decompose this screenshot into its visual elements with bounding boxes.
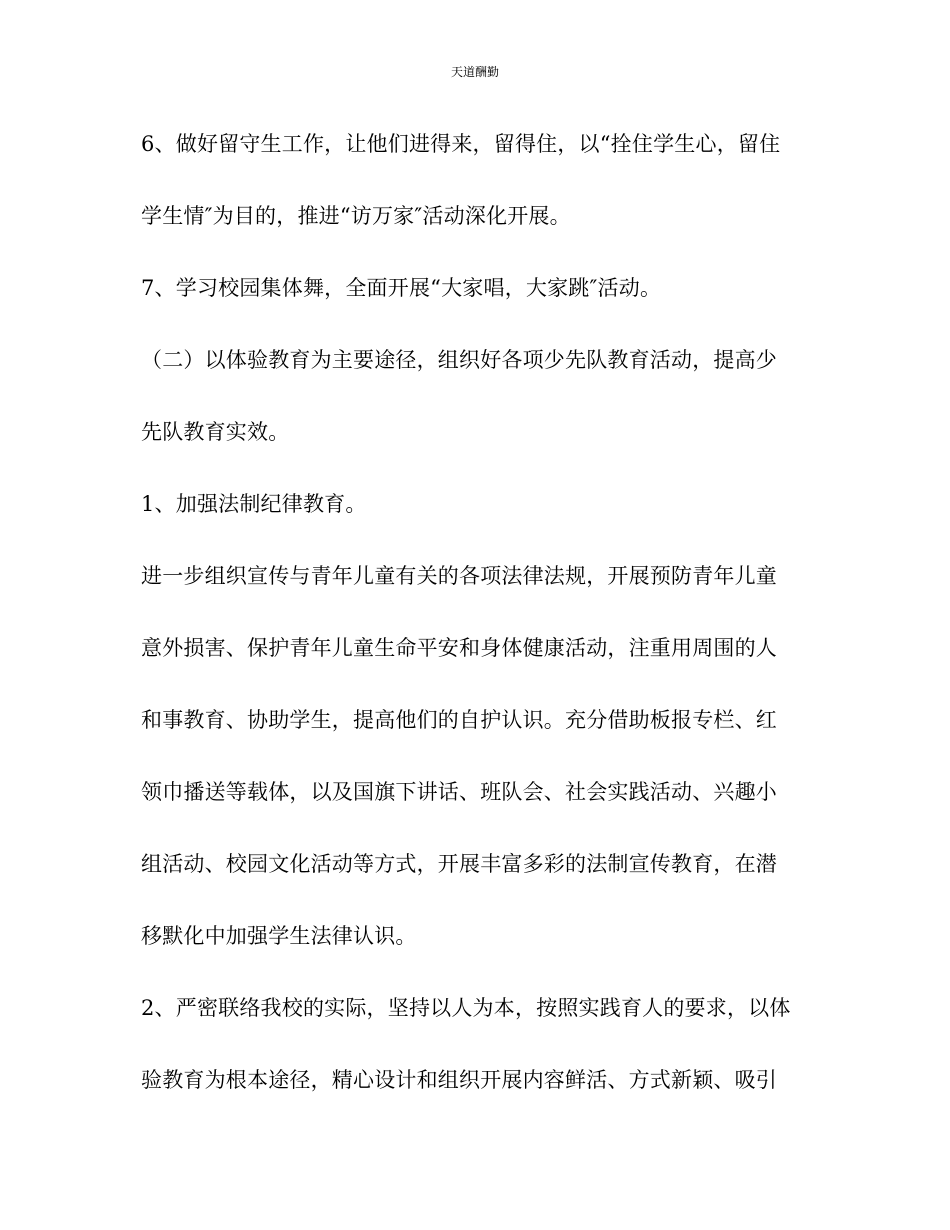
paragraph-line: 2、严密联络我校的实际，坚持以人为本，按照实践育人的要求，以体 bbox=[141, 996, 791, 1020]
paragraph-line: 组活动、校园文化活动等方式，开展丰富多彩的法制宣传教育，在潜 bbox=[141, 852, 777, 876]
paragraph-line: 进一步组织宣传与青年儿童有关的各项法律法规，开展预防青年儿童 bbox=[141, 564, 777, 588]
paragraph-line: 7、学习校园集体舞，全面开展“大家唱，大家跳″活动。 bbox=[141, 276, 662, 300]
paragraph-line: 验教育为根本途径，精心设计和组织开展内容鲜活、方式新颖、吸引 bbox=[141, 1068, 777, 1092]
paragraph-line: 领巾播送等载体，以及国旗下讲话、班队会、社会实践活动、兴趣小 bbox=[141, 780, 777, 804]
document-body bbox=[141, 122, 811, 1130]
paragraph-line: 意外损害、保护青年儿童生命平安和身体健康活动，注重用周围的人 bbox=[141, 636, 777, 660]
paragraph-line: 先队教育实效。 bbox=[141, 420, 290, 444]
paragraph-line: 和事教育、协助学生，提高他们的自护认识。充分借助板报专栏、红 bbox=[141, 708, 777, 732]
paragraph-line: 1、加强法制纪律教育。 bbox=[141, 492, 367, 516]
paragraph-line: 移默化中加强学生法律认识。 bbox=[141, 924, 417, 948]
paragraph-line: 学生情″为目的，推进“访万家″活动深化开展。 bbox=[141, 204, 571, 228]
paragraph-line: （二）以体验教育为主要途径，组织好各项少先队教育活动，提高少 bbox=[141, 348, 777, 372]
page-header: 天道酬勤 bbox=[450, 65, 499, 79]
paragraph-line: 6、做好留守生工作，让他们进得来，留得住，以“拴住学生心，留住 bbox=[141, 132, 781, 156]
